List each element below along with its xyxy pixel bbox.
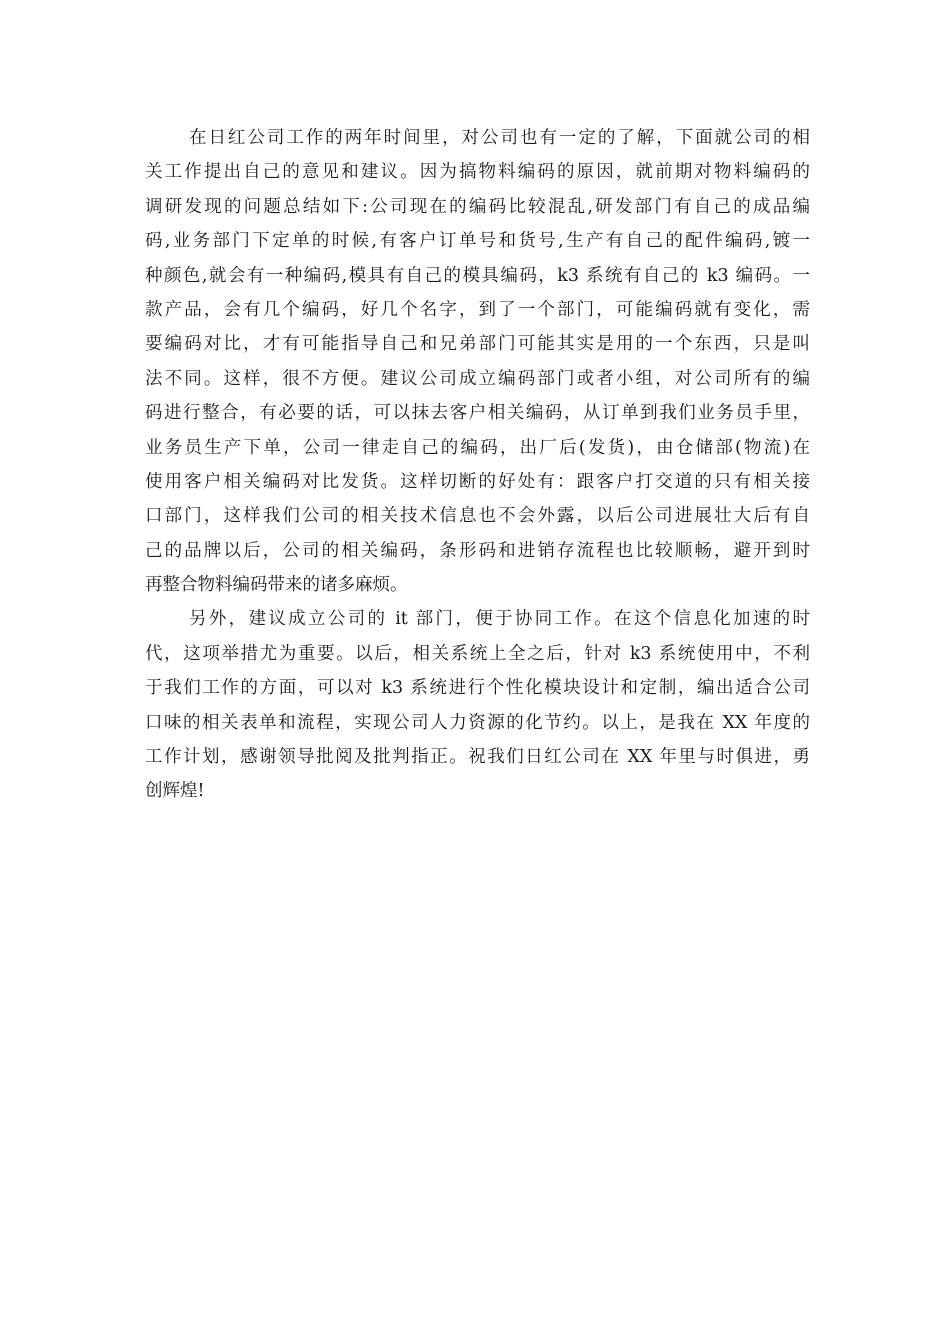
- text-line: 种颜色,就会有一种编码,模具有自己的模具编码，k3 系统有自己的 k3 编码。一: [145, 265, 810, 286]
- text-line: 再整合物料编码带来的诸多麻烦。: [145, 575, 408, 596]
- text-line: 码进行整合，有必要的话，可以抹去客户相关编码，从订单到我们业务员手里，: [145, 403, 810, 424]
- text-line: 码,业务部门下定单的时候,有客户订单号和货号,生产有自己的配件编码,镀一: [145, 231, 810, 252]
- text-line: 另外，建议成立公司的 it 部门，便于协同工作。在这个信息化加速的时: [189, 609, 810, 630]
- text-line: 款产品，会有几个编码，好几个名字，到了一个部门，可能编码就有变化，需: [145, 299, 810, 320]
- text-line: 使用客户相关编码对比发货。这样切断的好处有：跟客户打交道的只有相关接: [145, 471, 810, 492]
- text-line: 工作计划，感谢领导批阅及批判指正。祝我们日红公司在 XX 年里与时俱进，勇: [145, 747, 810, 768]
- text-line: 创辉煌!: [145, 781, 205, 802]
- text-line: 调研发现的问题总结如下:公司现在的编码比较混乱,研发部门有自己的成品编: [145, 196, 810, 217]
- text-line: 口部门，这样我们公司的相关技术信息也不会外露，以后公司进展壮大后有自: [145, 506, 810, 527]
- text-line: 法不同。这样，很不方便。建议公司成立编码部门或者小组，对公司所有的编: [145, 368, 810, 389]
- text-line: 关工作提出自己的意见和建议。因为搞物料编码的原因，就前期对物料编码的: [145, 162, 810, 183]
- text-line: 口味的相关表单和流程，实现公司人力资源的化节约。以上，是我在 XX 年度的: [145, 712, 810, 733]
- text-line: 代，这项举措尤为重要。以后，相关系统上全之后，针对 k3 系统使用中，不利: [145, 643, 810, 664]
- paragraph-1: [145, 121, 810, 602]
- paragraph-2: [145, 602, 810, 808]
- text-line: 业务员生产下单，公司一律走自己的编码，出厂后(发货)，由仓储部(物流)在: [145, 437, 810, 458]
- text-line: 在日红公司工作的两年时间里，对公司也有一定的了解，下面就公司的相: [189, 128, 810, 148]
- text-line: 己的品牌以后，公司的相关编码，条形码和进销存流程也比较顺畅，避开到时: [145, 540, 810, 561]
- document-body: [145, 121, 810, 809]
- text-line: 于我们工作的方面，可以对 k3 系统进行个性化模块设计和定制，编出适合公司: [145, 678, 810, 699]
- text-line: 要编码对比，才有可能指导自己和兄弟部门可能其实是用的一个东西，只是叫: [145, 334, 810, 355]
